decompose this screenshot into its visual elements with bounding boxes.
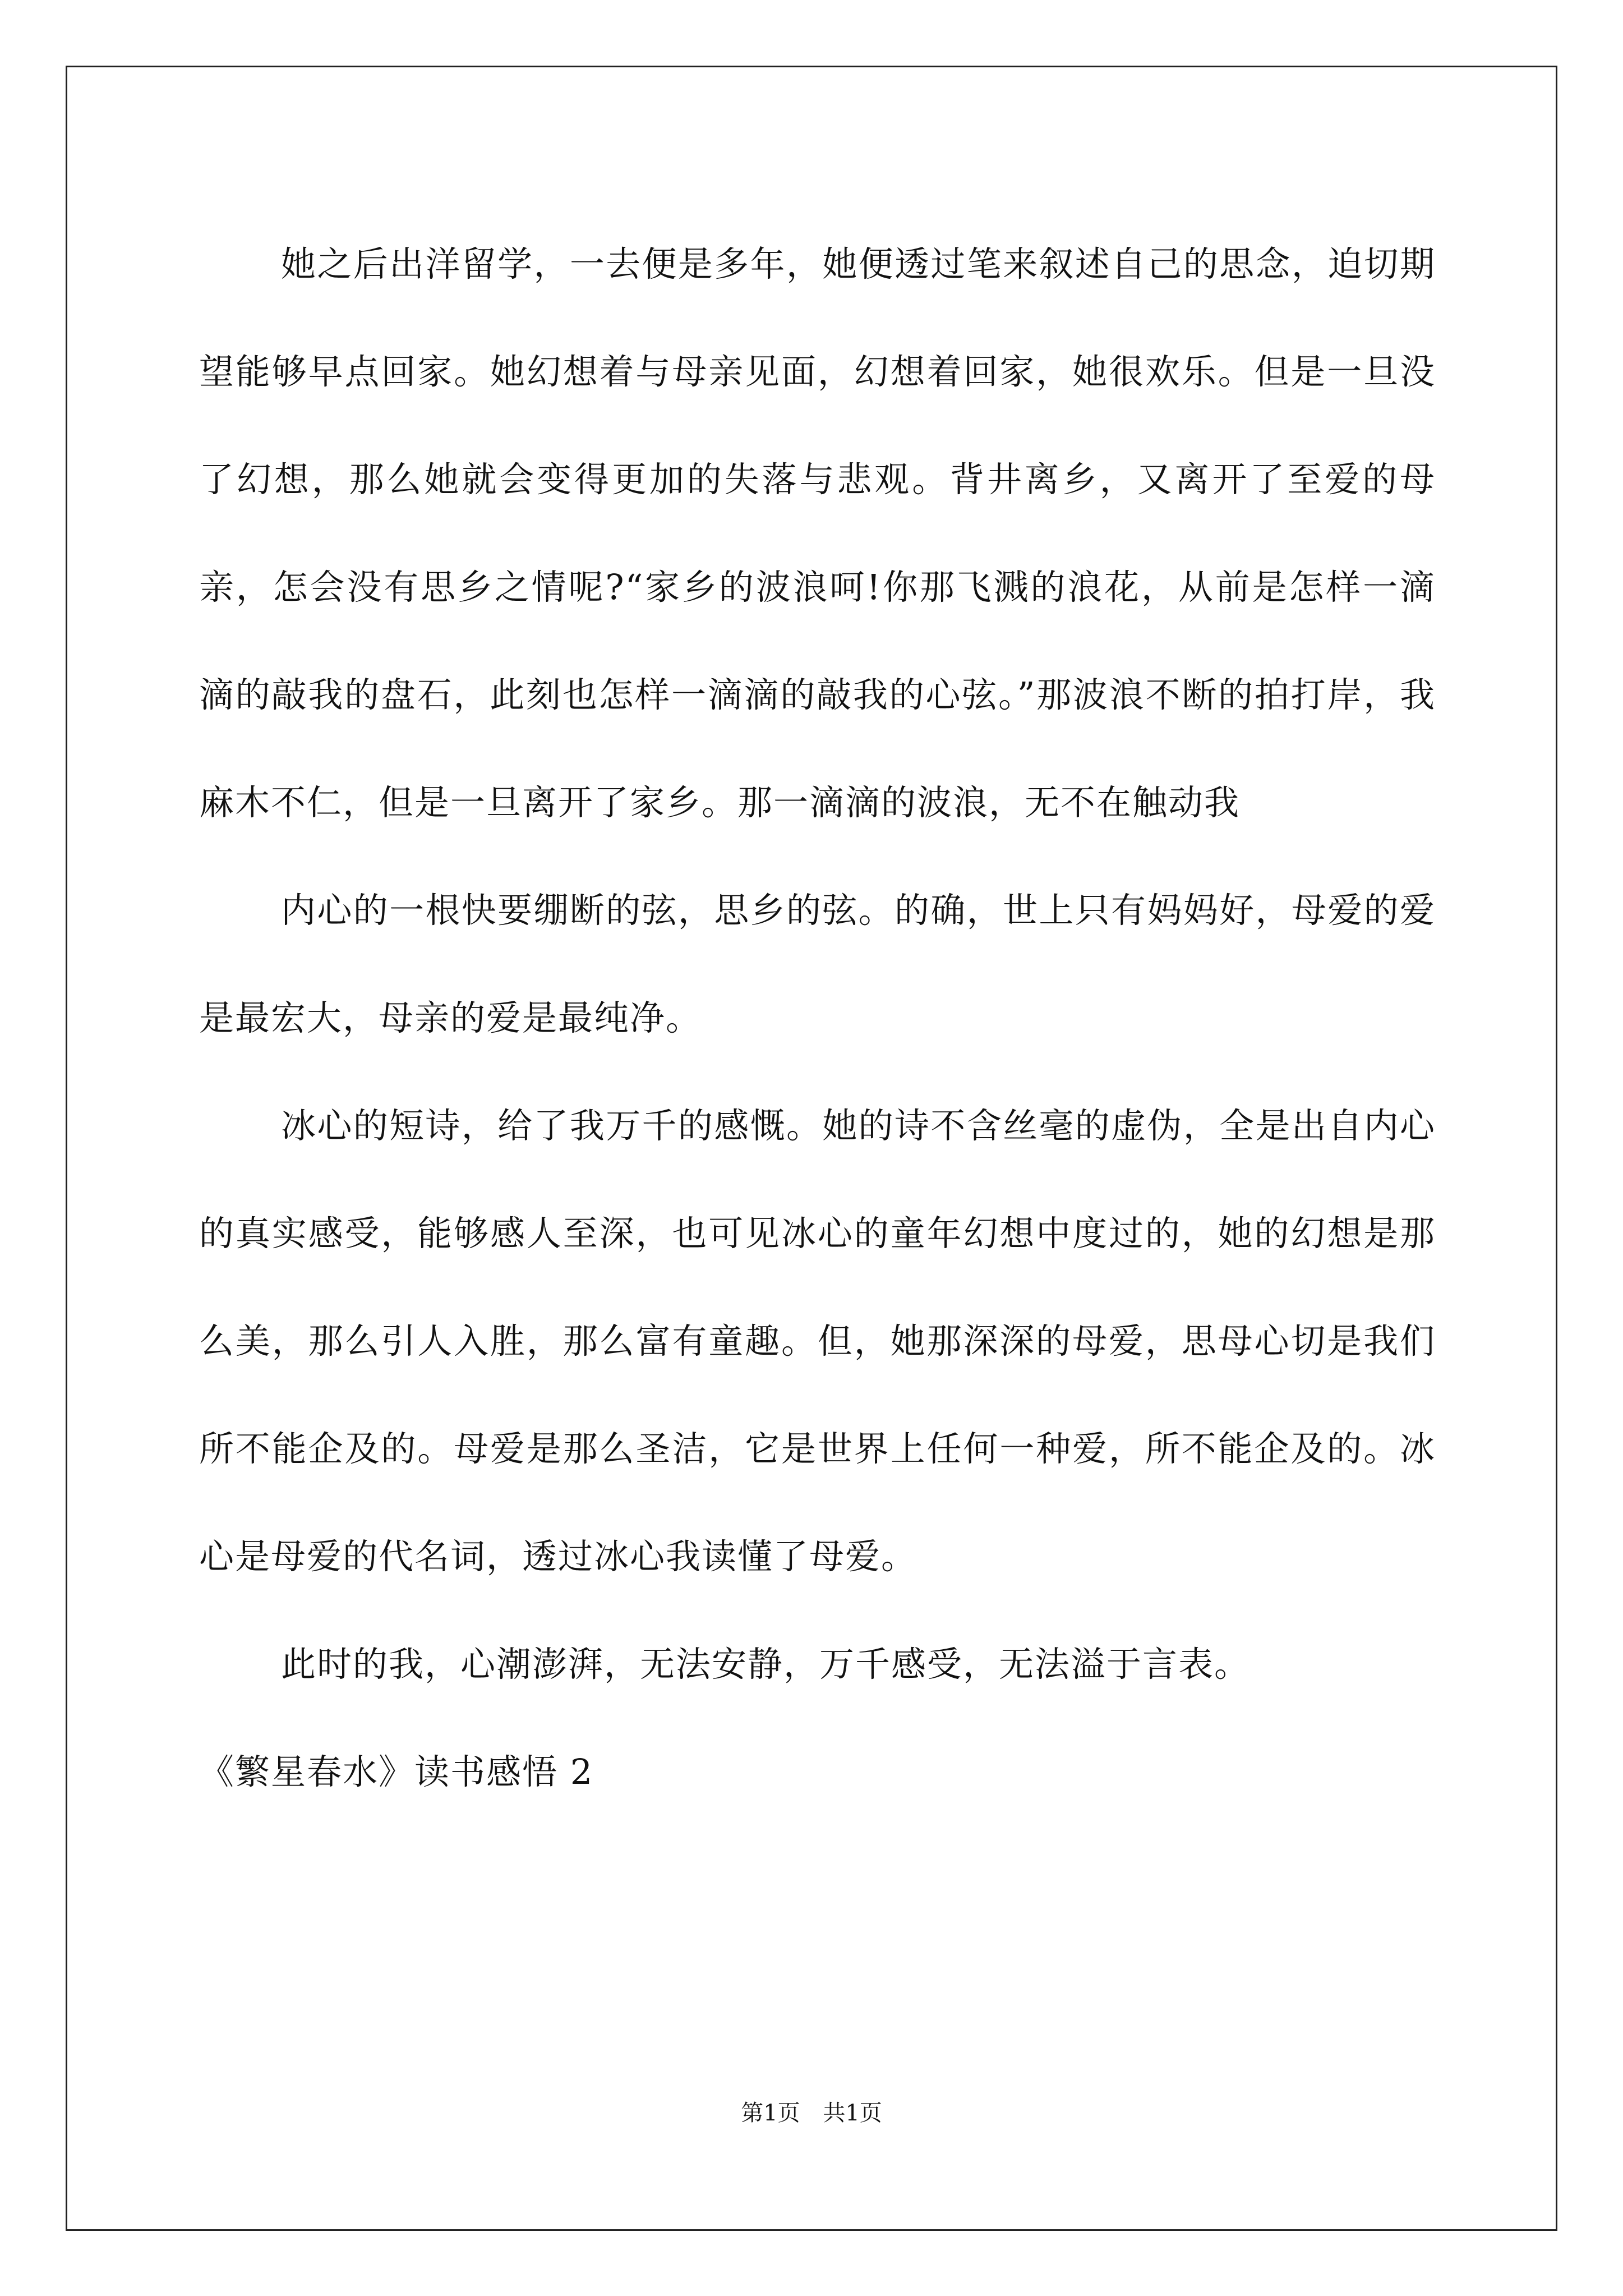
- paragraph-2: 内心的一根快要绷断的弦，思乡的弦。的确，世上只有妈妈好，母爱的爱是最宏大，母亲的爱是最纯净。: [199, 890, 1436, 1038]
- page-number-current: 第1页: [741, 2100, 800, 2126]
- page-footer: [0, 2095, 1623, 2127]
- page-number-total: 共1页: [823, 2100, 882, 2126]
- paragraph-3: 冰心的短诗，给了我万千的感慨。她的诗不含丝毫的虚伪，全是出自内心的真实感受，能够感人至深，也可见冰心的童年幻想中度过的，她的幻想是那么美，那么引人入胜，那么富有童趣。但，她那深深的母爱，思母心切是我们所不能企及的。母爱是那么圣洁，它是世界上任何一种爱，所不能企及的。冰心是母爱的代名词，透过冰心我读懂了母爱。: [199, 1105, 1436, 1577]
- paragraph-4: 此时的我，心潮澎湃，无法安静，万千感受，无法溢于言表。: [281, 1644, 1251, 1685]
- section-heading: 《繁星春水》读书感悟 2: [199, 1751, 594, 1792]
- paragraph-1: 她之后出洋留学，一去便是多年，她便透过笔来叙述自己的思念，迫切期望能够早点回家。她幻想着与母亲见面，幻想着回家，她很欢乐。但是一旦没了幻想，那么她就会变得更加的失落与悲观。背井离乡，又离开了至爱的母亲，怎会没有思乡之情呢?“家乡的波浪呵!你那飞溅的浪花，从前是怎样一滴滴的敲我的盘石，此刻也怎样一滴滴的敲我的心弦。”那波浪不断的拍打岸，我麻木不仁，但是一旦离开了家乡。那一滴滴的波浪，无不在触动我: [199, 243, 1436, 823]
- document-body: [199, 210, 1436, 1826]
